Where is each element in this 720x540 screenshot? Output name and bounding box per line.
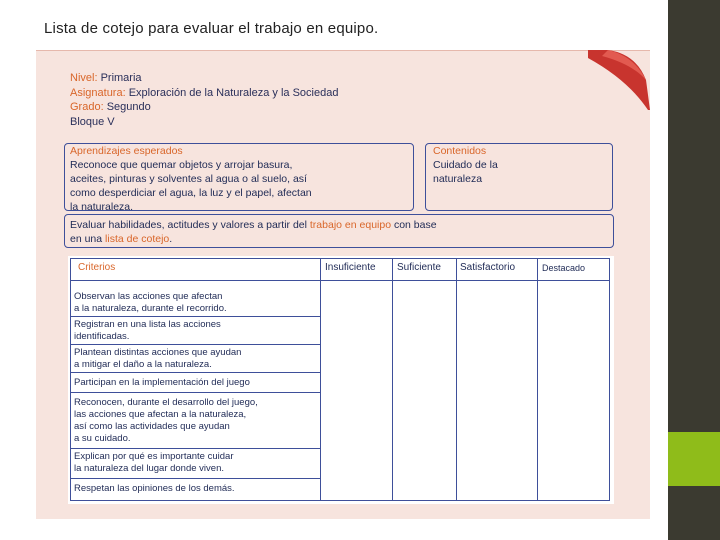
table-row-rule <box>70 344 320 345</box>
criterio-row <box>74 377 318 389</box>
table-col-rule <box>609 258 610 501</box>
table-col-rule <box>70 258 71 501</box>
table-border-bottom <box>70 500 610 501</box>
criterio-row <box>74 451 318 475</box>
criterio-line: Explican por qué es importante cuidar <box>74 451 234 462</box>
aprendizajes-line: Reconoce que quemar objetos y arrojar basura, <box>70 159 293 171</box>
table-col-rule <box>537 258 538 501</box>
aprendizajes-line: la naturaleza. <box>70 201 134 213</box>
table-row-rule <box>70 372 320 373</box>
criterio-line: identificadas. <box>74 331 130 342</box>
header-destacado: Destacado <box>542 263 586 273</box>
table-row-rule <box>70 448 320 449</box>
criterio-line: Registran en una lista las acciones <box>74 319 221 330</box>
evaluar-part: Evaluar habilidades, actitudes y valores a partir del <box>70 219 310 231</box>
slide-accent-block <box>668 432 720 486</box>
aprendizajes-title: Aprendizajes esperados <box>70 145 183 157</box>
evaluar-part: en una <box>70 233 106 245</box>
contenidos-line: Cuidado de la <box>433 159 498 171</box>
aprendizajes-text <box>70 158 410 214</box>
criterio-row <box>74 397 318 445</box>
bloque: Bloque V <box>70 115 115 128</box>
grado-value: Segundo <box>106 101 151 113</box>
header-satisfactorio: Satisfactorio <box>460 262 516 273</box>
contenidos-text <box>433 158 609 186</box>
table-row-rule <box>70 316 320 317</box>
criterio-line: la naturaleza del lugar donde viven. <box>74 463 224 474</box>
nivel-label: Nivel: <box>70 72 98 84</box>
table-header-rule <box>70 280 610 281</box>
aprendizajes-line: como desperdiciar el agua, la luz y el papel, afectan <box>70 187 312 199</box>
aprendizajes-line: aceites, pinturas y solventes al agua o al suelo, así <box>70 173 307 185</box>
criterio-line: a mitigar el daño a la naturaleza. <box>74 359 212 370</box>
criterio-row <box>74 483 318 495</box>
criterio-line: así como las actividades que ayudan <box>74 421 230 432</box>
criterio-line: Respetan las opiniones de los demás. <box>74 483 235 494</box>
nivel-value: Primaria <box>100 72 142 84</box>
criterio-row <box>74 347 318 371</box>
table-col-rule <box>320 258 321 501</box>
table-col-rule <box>392 258 393 501</box>
course-info <box>70 71 338 129</box>
criterio-row <box>74 319 318 343</box>
evaluar-highlight: lista de cotejo <box>105 233 170 245</box>
contenidos-line: naturaleza <box>433 173 483 185</box>
criterio-line: Reconocen, durante el desarrollo del juego, <box>74 397 258 408</box>
evaluar-part: . <box>169 233 173 245</box>
table-row-rule <box>70 392 320 393</box>
criterio-line: a su cuidado. <box>74 433 131 444</box>
table-border-top <box>70 258 610 259</box>
criterio-row <box>74 291 318 315</box>
page-title: Lista de cotejo para evaluar el trabajo en equipo. <box>44 20 379 37</box>
evaluar-highlight: trabajo en equipo <box>309 219 392 231</box>
criterio-line: Observan las acciones que afectan <box>74 291 223 302</box>
evaluar-text <box>70 218 610 246</box>
contenidos-title: Contenidos <box>433 145 487 157</box>
header-criterios: Criterios <box>78 262 116 273</box>
asignatura-value: Exploración de la Naturaleza y la Sociedad <box>128 86 339 99</box>
criterio-line: Plantean distintas acciones que ayudan <box>74 347 242 358</box>
evaluar-part: con base <box>391 219 437 231</box>
page-curl <box>588 50 650 110</box>
header-suficiente: Suficiente <box>397 262 441 273</box>
grado-label: Grado: <box>70 101 104 113</box>
header-insuficiente: Insuficiente <box>325 262 376 273</box>
table-col-rule <box>456 258 457 501</box>
criterio-line: las acciones que afectan a la naturaleza, <box>74 409 247 420</box>
criterio-line: Participan en la implementación del juego <box>74 377 250 388</box>
asignatura-label: Asignatura: <box>70 86 126 99</box>
criterio-line: a la naturaleza, durante el recorrido. <box>74 303 227 314</box>
table-row-rule <box>70 478 320 479</box>
